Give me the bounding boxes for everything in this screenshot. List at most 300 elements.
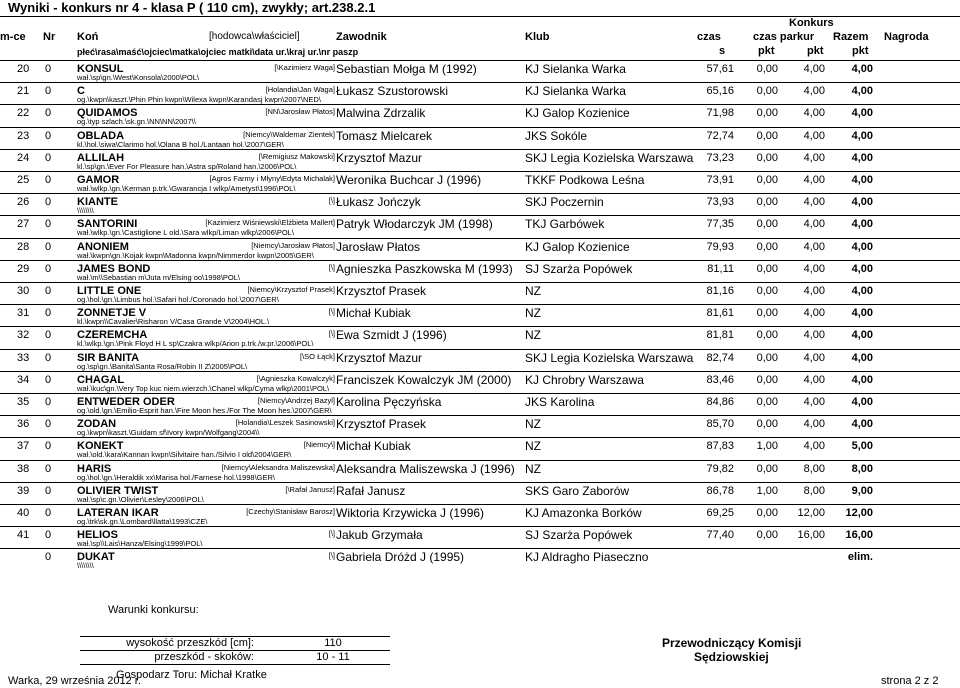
header-czas: czas	[697, 31, 721, 43]
pedigree-cell: wał.\kuc\gn.\Very Top kuc niem.wierzch.\Chanel wlkp/Cyma wlkp\2001\POL\	[77, 383, 330, 393]
owner-cell: [Niemcy\Andrzej Bazyl]	[257, 396, 335, 405]
row-separator	[0, 349, 960, 350]
row-separator	[0, 393, 960, 394]
nr-cell: 0	[45, 151, 52, 164]
table-row	[0, 460, 960, 481]
place-cell: 30	[17, 285, 30, 297]
place-cell: 34	[17, 373, 30, 386]
total-cell: 4,00	[851, 107, 873, 120]
pedigree-cell: kl.\kwpn\\Cavalier\Risharon V/Casa Grande V\2004\HOL.\	[77, 317, 270, 327]
club-cell: TKKF Podkowa Leśna	[525, 173, 645, 187]
club-cell: KJ Sielanka Warka	[525, 84, 626, 99]
horse-name: SANTORINI	[77, 218, 138, 231]
time-penalty-cell: 1,00	[756, 484, 778, 497]
time-cell: 73,23	[706, 151, 734, 164]
rider-cell: Wiktoria Krzywicka J (1996)	[336, 506, 485, 520]
time-cell: 86,78	[706, 484, 734, 497]
table-row	[0, 482, 960, 503]
owner-cell: [Niemcy\Aleksandra Maliszewska]	[221, 462, 335, 472]
nr-cell: 0	[45, 85, 52, 98]
obstacle-penalty-cell: 4,00	[803, 218, 825, 231]
horse-name: ENTWEDER ODER	[77, 396, 175, 408]
page-number: strona 2 z 2	[881, 675, 939, 687]
place-cell: 25	[17, 174, 30, 186]
nr-cell: 0	[45, 63, 52, 75]
time-penalty-cell: 0,00	[756, 151, 778, 164]
rider-cell: Rafał Janusz	[336, 483, 406, 498]
total-cell: 12,00	[845, 507, 873, 519]
nr-cell: 0	[45, 240, 52, 253]
table-row	[0, 393, 960, 414]
time-penalty-cell: 0,00	[756, 262, 778, 275]
club-cell: KJ Chrobry Warszawa	[525, 372, 644, 387]
table-row	[0, 326, 960, 347]
row-separator	[0, 371, 960, 372]
obstacle-penalty-cell: 4,00	[803, 285, 825, 297]
row-separator	[0, 60, 960, 61]
time-penalty-cell: 0,00	[756, 373, 778, 386]
club-cell: KJ Galop Kozienice	[525, 106, 630, 121]
owner-cell: [\]	[328, 329, 335, 339]
obstacle-penalty-cell: 12,00	[797, 507, 825, 519]
nr-cell: 0	[45, 196, 52, 209]
time-penalty-cell: 1,00	[756, 440, 778, 453]
table-row	[0, 304, 960, 325]
header-horse: Koń	[77, 31, 99, 43]
height-value: 110	[324, 637, 342, 649]
pedigree-cell: og.\sp\gn.\Banita\Santa Rosa/Robin II Z\2005\POL\	[77, 361, 248, 371]
total-cell: 4,00	[851, 351, 873, 364]
rider-cell: Łukasz Szustorowski	[336, 84, 449, 99]
pedigree-cell: og.\old.\gn.\Emilio-Esprit han.\Fire Moon hes./For The Moon hes.\2007\GER\	[77, 406, 332, 415]
header-owner: [hodowca\właściciel]	[209, 31, 300, 42]
table-header	[0, 16, 960, 60]
nr-cell: 0	[45, 396, 52, 408]
obstacle-penalty-cell: 4,00	[803, 396, 825, 408]
pedigree-cell: og.\trk\sk.gn.\Lombard\llatta\1993\CZE\	[77, 517, 208, 526]
place-cell: 38	[17, 462, 30, 475]
rider-cell: Agnieszka Paszkowska M (1993)	[336, 261, 513, 276]
rider-cell: Franciszek Kowalczyk JM (2000)	[336, 372, 512, 387]
row-separator	[0, 482, 960, 483]
club-cell: NZ	[525, 439, 541, 454]
total-cell: 8,00	[851, 462, 873, 475]
conditions-row	[80, 650, 390, 664]
nr-cell: 0	[45, 484, 52, 497]
time-penalty-cell: 0,00	[756, 107, 778, 120]
date-place: Warka, 29 września 2012 r.	[8, 675, 141, 687]
club-cell: TKJ Garbówek	[525, 217, 605, 232]
obstacle-penalty-cell: 4,00	[803, 129, 825, 142]
table-row	[0, 260, 960, 281]
nr-cell: 0	[45, 418, 52, 431]
owner-cell: [Czechy\Stanisław Barosz]	[246, 507, 335, 516]
club-cell: JKS Karolina	[525, 395, 595, 409]
time-cell: 81,61	[706, 307, 734, 320]
obstacle-penalty-cell: 4,00	[803, 440, 825, 453]
time-penalty-cell: 0,00	[756, 462, 778, 475]
time-penalty-cell: 0,00	[756, 196, 778, 209]
nr-cell: 0	[45, 440, 52, 453]
horse-name: HELIOS	[77, 529, 118, 542]
total-cell: 4,00	[851, 129, 873, 142]
nr-cell: 0	[45, 529, 52, 542]
time-penalty-cell: 0,00	[756, 129, 778, 142]
nr-cell: 0	[45, 285, 52, 297]
row-separator	[0, 282, 960, 283]
nr-cell: 0	[45, 129, 52, 142]
pedigree-cell: wał.\kwpn\gn.\Kojak kwpn\Madonna kwpn/Nimmerdor kwpn\2005\GER\	[77, 250, 314, 260]
club-cell: KJ Amazonka Borków	[525, 506, 642, 520]
table-row	[0, 149, 960, 170]
row-separator	[0, 171, 960, 172]
total-cell: 4,00	[851, 307, 873, 320]
rider-cell: Krzysztof Mazur	[336, 150, 423, 165]
time-penalty-cell: 0,00	[756, 218, 778, 231]
club-cell: SKS Garo Zaborów	[525, 483, 630, 498]
time-penalty-cell: 0,00	[756, 351, 778, 364]
owner-cell: [Niemcy\Krzysztof Prasek]	[247, 285, 335, 294]
row-separator	[0, 127, 960, 128]
conditions-label: Warunki konkursu:	[108, 604, 199, 616]
row-separator	[0, 238, 960, 239]
owner-cell: [\]	[328, 196, 335, 206]
place-cell: 26	[17, 196, 30, 209]
table-row	[0, 548, 960, 569]
time-cell: 65,16	[706, 85, 734, 98]
row-separator	[0, 548, 960, 549]
table-row	[0, 215, 960, 236]
nr-cell: 0	[45, 351, 52, 364]
pedigree-cell: kl.\hol.\siwa\Clarimo hol.\Olana B hol./Lantaan hol.\2007\GER\	[77, 139, 284, 149]
time-cell: 72,74	[706, 129, 734, 142]
total-cell: 4,00	[851, 151, 873, 164]
place-cell: 40	[17, 507, 30, 519]
owner-cell: [\Remigiusz Makowski]	[258, 151, 335, 161]
time-cell: 79,82	[706, 462, 734, 475]
header-konkurs: Konkurs	[789, 17, 834, 29]
time-cell: 69,25	[706, 507, 734, 519]
horse-name: CZEREMCHA	[77, 329, 148, 342]
pedigree-cell: kl.\wlkp.\gn.\Pink Floyd H L sp\Czakra wlkp/Arion p.trk./w.pr.\2006\POL\	[77, 339, 314, 349]
horse-name: DUKAT	[77, 551, 115, 564]
owner-cell: [Holandia\Jan Waga]	[265, 85, 335, 95]
nr-cell: 0	[45, 507, 52, 519]
chair-line2: Sędziowskiej	[694, 650, 769, 664]
pedigree-cell: og.\hol.\gn.\Heraldik xx\Marisa hol./Farnese hol.\1998\GER\	[77, 472, 276, 482]
row-separator	[0, 104, 960, 105]
place-cell: 31	[17, 307, 30, 320]
owner-cell: [Agros Farmy i Młyny\Edyta Michalak]	[209, 174, 335, 183]
horse-name: HARIS	[77, 462, 112, 475]
club-cell: NZ	[525, 284, 541, 298]
pedigree-cell: \\\\\\\\	[77, 561, 94, 571]
horse-name: KONSUL	[77, 63, 124, 75]
place-cell: 35	[17, 396, 30, 408]
pedigree-cell: wał.\m\\Sebastian m\Juta m/Elsing oo\1998\POL\	[77, 272, 240, 282]
rider-cell: Krzysztof Mazur	[336, 350, 423, 365]
pedigree-cell: wał.\sp\c.gn.\Olivier\Lesley\2006\POL\	[77, 494, 204, 504]
time-cell: 71,98	[706, 107, 734, 120]
rider-cell: Łukasz Jończyk	[336, 195, 421, 210]
rider-cell: Jakub Grzymała	[336, 528, 423, 543]
club-cell: NZ	[525, 328, 541, 343]
club-cell: NZ	[525, 461, 541, 476]
rider-cell: Aleksandra Maliszewska J (1996)	[336, 461, 515, 476]
header-unit-pkt1: pkt	[758, 45, 775, 57]
table-row	[0, 60, 960, 81]
header-czas-parkur: czas parkur	[753, 31, 815, 43]
horse-name: C	[77, 85, 85, 98]
table-row	[0, 82, 960, 103]
rider-cell: Tomasz Mielcarek	[336, 128, 433, 143]
owner-cell: [\]	[328, 529, 335, 539]
header-nagroda: Nagroda	[884, 31, 929, 43]
pedigree-cell: wał.\old.\kara\Kannan kwpn\Silvitaire han./Silvio I old\2004\GER\	[77, 450, 292, 460]
total-cell: 5,00	[851, 440, 873, 453]
row-separator	[0, 437, 960, 438]
table-row	[0, 282, 960, 303]
horse-name: KIANTE	[77, 196, 118, 209]
owner-cell: [Holandia\Leszek Sasinowski]	[235, 418, 335, 428]
row-separator	[0, 415, 960, 416]
horse-name: LATERAN IKAR	[77, 507, 159, 519]
horse-name: ZONNETJE V	[77, 307, 147, 320]
owner-cell: [\Rafał Janusz]	[285, 484, 335, 494]
place-cell: 22	[17, 107, 30, 120]
obstacle-penalty-cell: 4,00	[803, 418, 825, 431]
rider-cell: Sebastian Mołga M (1992)	[336, 62, 477, 76]
club-cell: KJ Galop Kozienice	[525, 239, 630, 254]
time-cell: 79,93	[706, 240, 734, 253]
row-separator	[0, 215, 960, 216]
rider-cell: Krzysztof Prasek	[336, 417, 427, 432]
nr-cell: 0	[45, 462, 52, 475]
row-separator	[0, 260, 960, 261]
time-penalty-cell: 0,00	[756, 63, 778, 75]
club-cell: NZ	[525, 306, 541, 321]
time-penalty-cell: 0,00	[756, 85, 778, 98]
owner-cell: [Niemcy\]	[303, 440, 335, 450]
header-unit-pkt2: pkt	[807, 45, 824, 57]
time-cell: 84,86	[706, 396, 734, 408]
table-row	[0, 415, 960, 436]
time-cell: 77,35	[706, 218, 734, 231]
pedigree-cell: wał.\wlkp.\gn.\Kerman p.trk.\Gwarancja I wlkp/Ametyst\1996\POL\	[77, 184, 296, 193]
owner-cell: [Niemcy\Waldemar Zientek]	[243, 129, 335, 139]
horse-name: OLIVIER TWIST	[77, 484, 159, 497]
time-cell: 73,93	[706, 196, 734, 209]
height-label: wysokość przeszkód [cm]:	[126, 637, 254, 649]
pedigree-cell: wał.\sp\\Lais\Hanza/Elsing\1999\POL\	[77, 539, 203, 549]
place-cell: 32	[17, 329, 30, 342]
time-penalty-cell: 0,00	[756, 174, 778, 186]
total-cell: 4,00	[851, 63, 873, 75]
club-cell: SJ Szarża Popówek	[525, 261, 633, 276]
horse-name: JAMES BOND	[77, 262, 151, 275]
rider-cell: Krzysztof Prasek	[336, 284, 427, 298]
time-cell: 81,11	[707, 262, 734, 275]
table-row	[0, 437, 960, 458]
horse-name: LITTLE ONE	[77, 285, 142, 297]
horse-name: ANONIEM	[77, 240, 129, 253]
total-cell: 4,00	[851, 373, 873, 386]
total-cell: 4,00	[851, 85, 873, 98]
row-separator	[0, 304, 960, 305]
owner-cell: [\]	[328, 551, 335, 561]
nr-cell: 0	[45, 551, 52, 564]
row-separator	[0, 82, 960, 83]
header-nr: Nr	[43, 31, 56, 43]
obstacle-penalty-cell: 4,00	[803, 151, 825, 164]
rider-cell: Michał Kubiak	[336, 439, 411, 454]
table-row	[0, 504, 960, 525]
total-cell: elim.	[847, 551, 873, 564]
total-cell: 4,00	[851, 329, 873, 342]
obstacle-penalty-cell: 8,00	[803, 484, 825, 497]
pedigree-cell: kl.\sp\gn.\Ever For Pleasure han.\Astra sp/Roland han.\2006\POL\	[77, 161, 297, 171]
table-row	[0, 127, 960, 148]
header-unit-pkt3: pkt	[852, 45, 869, 57]
total-cell: 4,00	[851, 396, 873, 408]
place-cell: 23	[17, 129, 30, 142]
obstacle-penalty-cell: 4,00	[803, 107, 825, 120]
rider-cell: Michał Kubiak	[336, 306, 411, 321]
horse-name: QUIDAMOS	[77, 107, 138, 120]
obstacle-penalty-cell: 4,00	[803, 85, 825, 98]
header-razem: Razem	[833, 31, 869, 43]
time-cell: 57,61	[706, 63, 734, 75]
pedigree-cell: og.\hol.\gn.\Limbus hol.\Safari hol./Coronado hol.\2007\GER\	[77, 295, 279, 304]
header-club: Klub	[525, 31, 550, 43]
row-separator	[0, 526, 960, 527]
time-penalty-cell: 0,00	[756, 285, 778, 297]
time-penalty-cell: 0,00	[756, 529, 778, 542]
rider-cell: Ewa Szmidt J (1996)	[336, 328, 447, 343]
owner-cell: [Niemcy\Jarosław Płatos]	[251, 240, 335, 250]
place-cell: 27	[17, 218, 30, 231]
rider-cell: Jarosław Płatos	[336, 239, 421, 254]
time-penalty-cell: 0,00	[756, 507, 778, 519]
club-cell: SKJ Poczernin	[525, 195, 604, 210]
obstacle-penalty-cell: 4,00	[803, 373, 825, 386]
place-cell: 41	[17, 529, 30, 542]
total-cell: 4,00	[851, 418, 873, 431]
jumps-label: przeszkód - skoków:	[154, 651, 254, 663]
nr-cell: 0	[45, 307, 52, 320]
total-cell: 4,00	[851, 196, 873, 209]
place-cell: 21	[17, 85, 30, 98]
total-cell: 4,00	[851, 174, 873, 186]
total-cell: 4,00	[851, 285, 873, 297]
obstacle-penalty-cell: 4,00	[803, 63, 825, 75]
horse-name: CHAGAL	[77, 373, 125, 386]
pedigree-cell: og.\kwpn\kaszt.\Phin Phin kwpn\Wilexa kwpn\Karandasj kwpn\2007\NED\	[77, 95, 321, 105]
total-cell: 9,00	[851, 484, 873, 497]
club-cell: NZ	[525, 417, 541, 432]
owner-cell: [Kazimierz Wiśniewski\Elżbieta Mallert]	[205, 218, 335, 228]
owner-cell: [\]	[328, 307, 335, 317]
rider-cell: Gabriela Dróżd J (1995)	[336, 550, 465, 565]
obstacle-penalty-cell: 4,00	[803, 329, 825, 342]
rider-cell: Malwina Zdrzalik	[336, 106, 426, 121]
owner-cell: [\Kazimierz Waga]	[274, 63, 335, 72]
obstacle-penalty-cell: 8,00	[803, 462, 825, 475]
club-cell: SJ Szarża Popówek	[525, 528, 633, 543]
row-separator	[0, 504, 960, 505]
nr-cell: 0	[45, 262, 52, 275]
obstacle-penalty-cell: 4,00	[803, 262, 825, 275]
header-horse-details: płeć\rasa\maść\ojciec\matka\ojciec matki\data ur.\kraj ur.\nr paszp	[77, 47, 359, 57]
owner-cell: [NN\Jarosław Płatos]	[265, 107, 335, 117]
obstacle-penalty-cell: 4,00	[803, 174, 825, 186]
pedigree-cell: wał.\wlkp.\gn.\Castiglione L old.\Sara wlkp/Liman wlkp\2006\POL\	[77, 228, 294, 238]
club-cell: SKJ Legia Kozielska Warszawa	[525, 150, 694, 165]
place-cell: 24	[17, 151, 30, 164]
row-separator	[0, 460, 960, 461]
place-cell: 39	[17, 484, 30, 497]
row-separator	[0, 326, 960, 327]
pedigree-cell: og.\typ szlach.\sk.gn.\NN\NN\2007\\	[77, 117, 196, 127]
club-cell: SKJ Legia Kozielska Warszawa	[525, 350, 694, 365]
rider-cell: Weronika Buchcar J (1996)	[336, 173, 482, 187]
rider-cell: Karolina Pęczyńska	[336, 395, 442, 409]
total-cell: 4,00	[851, 218, 873, 231]
pedigree-cell: wał.\sp\gn.\West\Konsola\2000\POL\	[77, 73, 200, 82]
time-penalty-cell: 0,00	[756, 307, 778, 320]
time-cell: 73,91	[706, 174, 734, 186]
table-row	[0, 104, 960, 125]
horse-name: OBLADA	[77, 129, 125, 142]
horse-name: ZODAN	[77, 418, 117, 431]
row-separator	[0, 193, 960, 194]
pedigree-cell: og.\kwpn\kaszt.\Guidam sf\Ivory kwpn/Wolfgang\2004\\	[77, 428, 260, 438]
place-cell: 37	[17, 440, 30, 453]
conditions-table	[80, 636, 390, 665]
obstacle-penalty-cell: 4,00	[803, 351, 825, 364]
header-place: m-ce	[0, 31, 26, 43]
time-penalty-cell: 0,00	[756, 418, 778, 431]
owner-cell: [\]	[328, 262, 335, 272]
time-penalty-cell: 0,00	[756, 329, 778, 342]
nr-cell: 0	[45, 329, 52, 342]
place-cell: 28	[17, 240, 30, 253]
time-penalty-cell: 0,00	[756, 396, 778, 408]
place-cell: 33	[17, 351, 30, 364]
total-cell: 4,00	[851, 262, 873, 275]
chair-line1: Przewodniczący Komisji	[662, 636, 802, 650]
horse-name: SIR BANITA	[77, 351, 140, 364]
obstacle-penalty-cell: 4,00	[803, 307, 825, 320]
place-cell: 29	[17, 262, 30, 275]
time-cell: 81,81	[706, 329, 734, 342]
header-rider: Zawodnik	[336, 31, 387, 43]
row-separator	[0, 149, 960, 150]
club-cell: KJ Sielanka Warka	[525, 62, 626, 76]
owner-cell: [\SO Łąck]	[299, 351, 335, 361]
table-row	[0, 238, 960, 259]
club-cell: KJ Aldragho Piaseczno	[525, 550, 649, 565]
time-cell: 85,70	[706, 418, 734, 431]
pedigree-cell: \\\\\\\\	[77, 206, 94, 216]
jumps-value: 10 - 11	[316, 651, 350, 663]
nr-cell: 0	[45, 373, 52, 386]
time-cell: 77,40	[706, 529, 734, 542]
obstacle-penalty-cell: 4,00	[803, 240, 825, 253]
place-cell: 20	[17, 63, 30, 75]
rider-cell: Patryk Włodarczyk JM (1998)	[336, 217, 493, 232]
owner-cell: [\Agnieszka Kowalczyk]	[256, 373, 335, 383]
